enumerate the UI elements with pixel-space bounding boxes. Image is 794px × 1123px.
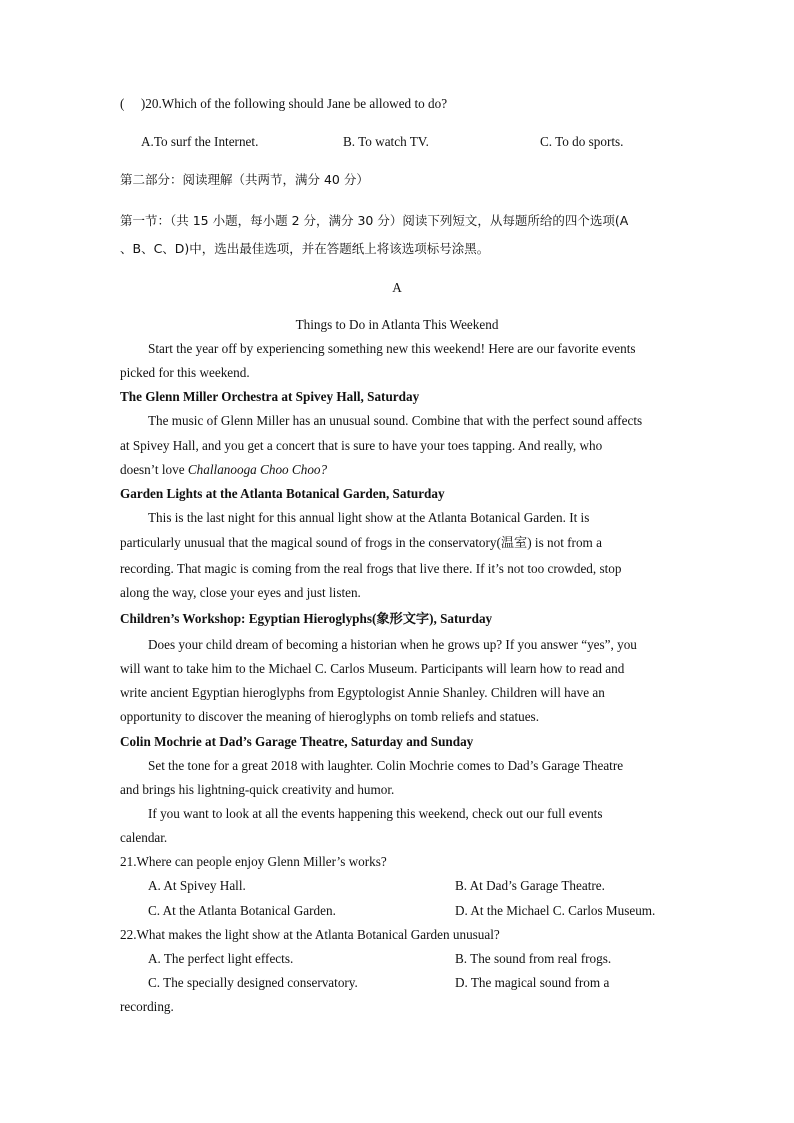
event-text-line: write ancient Egyptian hieroglyphs from Egyptologist Annie Shanley. Children will have an bbox=[120, 685, 605, 700]
event-text-line: opportunity to discover the meaning of hieroglyphs on tomb reliefs and statues. bbox=[120, 709, 539, 724]
song-title: Challanooga Choo Choo? bbox=[187, 462, 328, 477]
intro-line: Start the year off by experiencing something new this weekend! Here are our favorite events bbox=[148, 341, 636, 356]
event-heading: The Glenn Miller Orchestra at Spivey Hall, Saturday bbox=[120, 389, 420, 404]
q20-option-b: B. To watch TV. bbox=[343, 134, 429, 149]
q20-stem: ( )20.Which of the following should Jane be allowed to do? bbox=[120, 96, 448, 111]
closing-line: calendar. bbox=[120, 830, 168, 845]
section1-instructions-line2: 、B、C、D)中，选出最佳选项，并在答题纸上将该选项标号涂黑。 bbox=[120, 241, 490, 256]
q21-stem: 21.Where can people enjoy Glenn Miller’s works? bbox=[120, 854, 387, 869]
event-text-line: The music of Glenn Miller has an unusual sound. Combine that with the perfect sound affects bbox=[148, 413, 643, 428]
q20-option-a: A.To surf the Internet. bbox=[141, 134, 259, 149]
q22-option-d-continued: recording. bbox=[120, 999, 174, 1014]
q21-option-c: C. At the Atlanta Botanical Garden. bbox=[148, 903, 336, 918]
q21-option-b: B. At Dad’s Garage Theatre. bbox=[455, 878, 605, 893]
q21-option-d: D. At the Michael C. Carlos Museum. bbox=[455, 903, 656, 918]
event-text-line: will want to take him to the Michael C. Carlos Museum. Participants will learn how to read and bbox=[120, 661, 625, 676]
event-text-line: and brings his lightning-quick creativity and humor. bbox=[120, 782, 395, 797]
q22-option-c: C. The specially designed conservatory. bbox=[148, 975, 358, 990]
q22-option-b: B. The sound from real frogs. bbox=[455, 951, 612, 966]
event-text-line: along the way, close your eyes and just listen. bbox=[120, 585, 361, 600]
q22-stem: 22.What makes the light show at the Atlanta Botanical Garden unusual? bbox=[120, 927, 500, 942]
part2-heading: 第二部分：阅读理解（共两节，满分 40 分） bbox=[120, 172, 369, 187]
intro-line: picked for this weekend. bbox=[120, 365, 250, 380]
event-heading: Colin Mochrie at Dad’s Garage Theatre, Saturday and Sunday bbox=[120, 734, 474, 749]
event-text-line: particularly unusual that the magical sound of frogs in the conservatory(温室) is not from a bbox=[120, 535, 602, 550]
event-text-line: This is the last night for this annual light show at the Atlanta Botanical Garden. It is bbox=[148, 510, 590, 525]
event-text-line: recording. That magic is coming from the real frogs that live there. If it’s not too crowded, stop bbox=[120, 561, 622, 576]
q21-option-a: A. At Spivey Hall. bbox=[148, 878, 246, 893]
q20-option-c: C. To do sports. bbox=[540, 134, 624, 149]
event-text-span: doesn’t love bbox=[120, 462, 188, 477]
event-heading: Children’s Workshop: Egyptian Hieroglyphs(象形文字), Saturday bbox=[120, 611, 493, 626]
passage-letter: A bbox=[392, 280, 402, 295]
section1-instructions-line1: 第一节：（共 15 小题，每小题 2 分，满分 30 分）阅读下列短文，从每题所给的四个选项(A bbox=[120, 213, 629, 228]
event-text-line: at Spivey Hall, and you get a concert that is sure to have your toes tapping. And really, who bbox=[120, 438, 603, 453]
event-heading: Garden Lights at the Atlanta Botanical Garden, Saturday bbox=[120, 486, 445, 501]
event-text-line: Does your child dream of becoming a historian when he grows up? If you answer “yes”, you bbox=[148, 637, 637, 652]
closing-line: If you want to look at all the events happening this weekend, check out our full events bbox=[148, 806, 603, 821]
passage-title: Things to Do in Atlanta This Weekend bbox=[295, 317, 499, 332]
q22-option-a: A. The perfect light effects. bbox=[148, 951, 294, 966]
q22-option-d: D. The magical sound from a bbox=[455, 975, 610, 990]
event-text-line bbox=[120, 461, 327, 479]
event-text-line: Set the tone for a great 2018 with laughter. Colin Mochrie comes to Dad’s Garage Theatre bbox=[148, 758, 624, 773]
